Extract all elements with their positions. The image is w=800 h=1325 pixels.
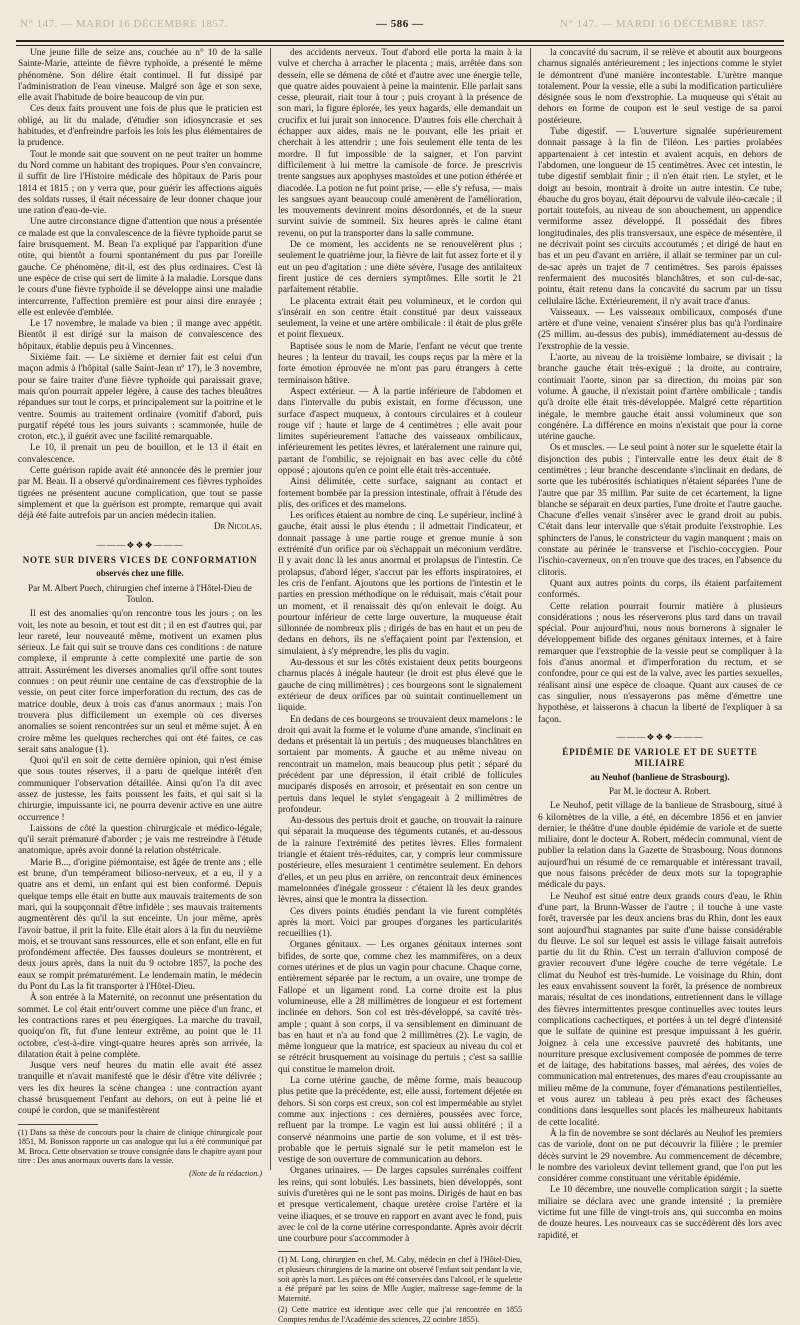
- paragraph: Baptisée sous le nom de Marie, l'enfant ne vécut que trente heures ; la lenteur du travail, les coups reçus par la mère et la forte émotion éprouvée ne m'ont pas paru étrangers à cette terminaison hâtive.: [278, 341, 522, 386]
- paragraph: La corne utérine gauche, de même forme, mais beaucoup plus petite que la précédente, est, elle aussi, fortement déjetée en dehors. Si son corps est creux, son col est imperméable au stylet comme aux injections : ces dernières, poussées avec force, refluent par la trompe. Le vagin est lui aussi oblitéré ; il a conservé néanmoins une partie de son volume, et il est très-probable que le pertuis signalé sur le petit mamelon est le vestige de son ouverture de communication au dehors.: [278, 1076, 522, 1166]
- paragraph: Marie B..., d'origine piémontaise, est âgée de trente ans ; elle est brune, d'un tempérament bilioso-nerveux, et a eu, il y a quatre ans et demi, un enfant qui est bien conformé. Depuis quelque temps elle était en butte aux mauvais traitements de son mari, qui la soupçonnait d'être infidèle ; ses mauvais traitements augmentèrent dès qu'il la sut enceinte. Un jour même, après l'avoir battue, il prit la fuite. Elle était alors à la fin du neuvième mois, et se trouvant sans ressources, elle et son enfant, elle en fut profondément affectée. Des fausses douleurs se montrèrent, et deux jours après, dans la nuit du 9 octobre 1857, la poche des eaux se rompit prématurément. Le lendemain matin, le médecin du Pont du Las la fit transporter à l'Hôtel-Dieu.: [18, 857, 262, 993]
- paragraph: Le placenta extrait était peu volumineux, et le cordon qui s'insérait en son centre était constitué par deux vaisseaux seulement, la veine et une artère ombilicale : il était de plus grêle et point flexueux.: [278, 296, 522, 341]
- paragraph: Tube digestif. — L'ouverture signalée supérieurement donnait passage à la fin de l'iléon. Les parties prolabées appartenaient à cet intestin et avaient acquis, en dehors de l'abdomen, une longueur de 15 centimètres. Avec cet intestin, le tube digestif semblait finir ; il n'en était rien. Le stylet, et le doigt au besoin, montrait à droite un autre intestin. Ce tube, ébauche du gros boyau, était dépourvu de valvule iléo-cæcale ; il portait toutefois, au niveau de son abouchement, un appendice vermiforme assez développé. Il possédait des fibres longitudinales, des plis transversaux, une espèce de mésentère, il ne décrivait point ses circuits accoutumés ; et dirigé de haut en bas et un peu d'avant en arrière, il allait se terminer par un cul-de-sac après un trajet de 7 centimètres. Ses parois épaisses renfermaient des mucosités blanchâtres, et son cul-de-sac, pointu, était retenu dans la concavité du sacrum par un tissu cellulaire lâche. Extérieurement, il n'y avait trace d'anus.: [538, 127, 782, 307]
- footnote-rule: [18, 1124, 98, 1125]
- paragraph: Au-dessous des pertuis droit et gauche, on trouvait la rainure qui séparait la muqueuse des téguments cutanés, et au-dessous de la rainure l'extrémité des petites lèvres. Elles formaient triangle et étaient très-réduites, car, y compris leur commissure postérieure, elles mesuraient 1 centimètre seulement. En dehors d'elles, et un peu plus en arrière, on rencontrait deux éminences mamelonnées d'inégale grosseur : c'étaient là les deux grandes lèvres, ainsi que le montra la dissection.: [278, 816, 522, 906]
- paragraph: En dedans de ces bourgeons se trouvaient deux mamelons : le droit qui avait la forme et le volume d'une amande, s'inclinait en dedans et présentait là un pertuis ; des muqueuses blanchâtres en sortaient par moments. À gauche et au même niveau on rencontrait un mamelon, mais beaucoup plus petit ; séparé du précédent par une dépression, il était criblé de follicules muciparés disposés en arrosoir, et présentait en son centre un pertuis dans lequel le stylet s'engageait à 2 millimètres de profondeur.: [278, 714, 522, 815]
- paragraph: Le 17 novembre, le malade va bien ; il mange avec appétit. Bientôt il est dirigé sur la maison de convalescence des hôpitaux, établie depuis peu à Vincennes.: [18, 319, 262, 352]
- paragraph: Le 10 décembre, une nouvelle complication surgit ; la suette miliaire se déclara avec une grande intensité ; la première victime fut une fille de vingt-trois ans, qui succomba en moins de douze heures. Les nouveaux cas se succédèrent dès lors avec rapidité, et: [538, 1185, 782, 1241]
- header-ghost-right: N° 147. — MARDI 16 DÉCEMBRE 1857.: [560, 18, 768, 30]
- paragraph: Cette relation pourrait fournir matière à plusieurs considérations ; nous les réserverons plus tard dans un travail spécial. Pour aujourd'hui, nous nous bornerons à signaler le développement bifide des organes génitaux internes, et à faire remarquer que l'exstrophie de la vessie peut se compliquer à la fois d'anus anormal et d'imperforation du rectum, et se confondre, pour ce qui est de la valve, avec les parties sexuelles, réalisant ainsi une espèce de cloaque. Quant aux causes de ce cas singulier, nous n'essayerons pas même d'émettre une hypothèse, et laisserons à chacun la liberté de l'expliquer à sa façon.: [538, 601, 782, 725]
- article-title: ÉPIDÉMIE DE VARIOLE ET DE SUETTE MILIAIRE: [562, 747, 758, 769]
- footnote-rule: [278, 1251, 358, 1252]
- article-subtitle: observés chez une fille.: [96, 568, 184, 579]
- paragraph: Ces deux faits prouvent une fois de plus que le praticien est obligé, au lit du malade, d'étudier son idiosyncrasie et ses habitudes, et d'enfreindre parfois les lois les plus élémentaires de la prudence.: [18, 104, 262, 149]
- paragraph: Le 10, il prenait un peu de bouillon, et le 13 il était en convalescence.: [18, 443, 262, 465]
- paragraph: L'aorte, au niveau de la troisième lombaire, se divisait ; la branche gauche était très-exiguë ; la droite, au contraire, continuait l'aorte, sinon par sa direction, du moins par son volume. À gauche, il n'existait point d'artère ombilicale ; tandis qu'à droite elle était très-développée. Malgré cette répartition inégale, le membre gauche était aussi volumineux que son congénère. La différence en moins n'existait que pour la corne utérine gauche.: [538, 353, 782, 443]
- paragraph: Aspect extérieur. — À la partie inférieure de l'abdomen et dans l'intervalle du pubis existait, en forme d'écusson, une surface d'aspect muqueux, à contours circulaires et à couleur rouge vif ; haute et large de 4 centimètres ; elle avait pour limites supérieurement l'attache des vaisseaux ombilicaux, inférieurement les petites lèvres, et latéralement une rainure qui, partant de l'ombilic, se rejoignait en bas avec celle du côté opposé ; ajoutons qu'en ce point elle était très-accentuée.: [278, 386, 522, 476]
- paragraph: Il est des anomalies qu'on rencontre tous les jours ; on les voit, les note au besoin, et tout est dit ; il en est d'autres qui, par leur rareté, leur nouveauté même, motivent un examen plus sérieux. Le fait qui suit se trouve dans ces conditions : de nature complexe, il emprunte à cette complexité une partie de son attrait. Assurément les diverses anomalies qu'il offre sont toutes connues : on peut réunir une centaine de cas d'exstrophie de la vessie, on peut citer force imperforation du rectum, des cas de matrice double, deux à trois cas d'anus anormaux ; mais l'on trouvera plus difficilement un exemple où ces diverses anomalies se soient rencontrées sur un seul et même sujet. À en croire même les quelques recherches qui ont été faites, ce cas serait sans analogue (1).: [18, 609, 262, 755]
- section-ornament: ———❖❖❖———: [616, 731, 704, 742]
- paragraph: De ce moment, les accidents ne se renouvelèrent plus ; seulement le quatrième jour, la fièvre de lait fut assez forte et il y eut un peu d'agitation : une diète sévère, l'usage des antilaiteux firent justice de ces derniers symptômes. Elle sortit le 21 parfaitement rétablie.: [278, 240, 522, 296]
- paragraph: la concavité du sacrum, il se relève et aboutit aux bourgeons charnus signalés antérieurement ; les injections comme le stylet le démontrent d'une manière incontestable. L'urètre manque totalement. Pour la vessie, elle a subi la modification particulière désignée sous le nom d'exstrophie. La muqueuse qui s'était au dehors en forme de coupon est le seul vestige de sa paroi postérieure.: [538, 48, 782, 126]
- paragraph: Sixième fait. — Le sixième et dernier fait est celui d'un maçon admis à l'hôpital (salle Saint-Jean nº 17), le 3 novembre, pour se faire traiter d'une fièvre typhoïde qui paraissait grave, mais qu'on pourrait appeler légère, à cause des taches bleuâtres répandues sur tout le corps, et principalement sur la poitrine et le ventre. Soumis au traitement ordinaire (vomitif d'abord, puis purgatif répété tous les jours suivants : scammonée, huile de croton, etc.), il guérit avec une facilité remarquable.: [18, 353, 262, 443]
- paragraph: Le Neuhof, petit village de la banlieue de Strasbourg, situé à 6 kilomètres de la ville, a été, en décembre 1856 et en janvier dernier, le théâtre d'une double épidémie de variole et de suette miliaire, dont le docteur A. Robert, médecin communal, vient de publier la relation dans la Gazette de Strasbourg. Nous donnons aujourd'hui un résumé de ce remarquable et intéressant travail, que nous faisons précéder de deux mots sur la topographie médicale du pays.: [538, 801, 782, 891]
- header-ghost-left: N° 147. — MARDI 16 DÉCEMBRE 1857.: [20, 18, 228, 30]
- paragraph: Os et muscles. — Le seul point à noter sur le squelette était la disjonction des pubis ; l'intervalle entre les deux était de 8 centimètres ; leur branche descendante s'inclinait en dedans, de sorte que les tubérosités ischiatiques n'étaient séparées l'une de l'autre que par 35 millim. Par suite de cet écartement, la ligne blanche se séparait en deux parties, l'une droite et l'autre gauche. Chacune d'elles venait s'insérer avec le grand droit au pubis. C'était dans leur intervalle que s'était produite l'exstrophie. Les sphincters de l'anus, le constricteur du vagin manquent ; mais on constate au périnée le transverse et l'ischio-coccygien. Pour l'ischio-caverneux, on n'en trouve que des traces, en l'absence du clitoris.: [538, 443, 782, 578]
- paragraph: Les orifices étaient au nombre de cinq. Le supérieur, incliné à gauche, était aussi le plus étendu ; il admettait l'indicateur, et donnait passage à une partie rouge et grenue munie à son extrémité d'un orifice par où s'échappait un méconium verdâtre. Il y avait donc là les anus anormal et prolapsus de l'intestin. Ce prolapsus, d'abord léger, s'accrut par les efforts inspiratoires, et les cris de l'enfant. Ajoutons que les portions de l'intestin et le parties en pression méthodique on le réduisait, mais c'était pour un moment, et il renaissait dès qu'on enlevait le doigt. Au pourtour inférieur de cette large ouverture, la muqueuse était sillonnée de nombreux plis ; dirigés de bas en haut et un peu de dedans en dehors, ils ne s'effaçaient point par l'extension, et simulaient, à s'y méprendre, les plis du vagin.: [278, 511, 522, 657]
- column-3: [538, 48, 782, 1241]
- page-header: [0, 14, 800, 34]
- paragraph: Quant aux autres points du corps, ils étaient parfaitement conformés.: [538, 578, 782, 601]
- paragraph: Une jeune fille de seize ans, couchée au n° 10 de la salle Sainte-Marie, atteinte de fièvre typhoïde, a présenté le même phénomène. Son délire était continuel. Il fut dissipé par l'administration de l'eau vineuse. Malgré son âge et son sexe, elle avait l'habitude de boire beaucoup de vin pur.: [18, 48, 262, 104]
- column-divider: [270, 48, 271, 1170]
- column-divider: [530, 48, 531, 1170]
- footnote: (2) Cette matrice est identique avec celle que j'ai rencontrée en 1855 Comptes rendus de l'Académie des sciences, 22 octobre 1855).: [278, 1305, 522, 1325]
- page-number: — 586 —: [376, 18, 424, 30]
- author-signature: Dr Nicolas.: [213, 522, 262, 533]
- paragraph: Tout le monde sait que souvent on ne peut traiter un homme du Nord comme un habitant des tropiques. Pour s'en convaincre, il suffit de lire l'Histoire médicale des hôpitaux de Paris pour 1814 et 1815 ; on y verra que, pour guérir les affections aiguës des soldats russes, il était nécessaire de leur donner chaque jour une ration d'eau-de-vie.: [18, 149, 262, 217]
- paragraph: des accidents nerveux. Tout d'abord elle porta la main à la vulve et chercha à arracher le placenta ; mais, arrêtée dans son dessein, elle se démena de côté et d'autre avec une énergie telle, que quatre aides pouvaient à peine la maintenir. Elle parlait sans cesse, pleurait, riait tour à tour ; puis croyant à la présence de son mari, la figure éplorée, les yeux hagards, elle demandait un crucifix et lui jurait son innocence. D'autres fois elle cherchait à échapper aux aides, mais ne le pouvant, elle les priait et cherchait à les attendrir ; une fois seulement elle tenta de les mordre. Il fut impossible de la saigner, et l'on parvint difficilement à lui mettre la camisole de force. Je prescrivis trente sangsues aux apophyses mastoïdes et une potion éthérée et diacodée. La potion ne fut point prise, — elle s'y refusa, — mais les sangsues ayant beaucoup coulé amenèrent de l'amélioration, les mouvements devinrent moins désordonnés, et de la sueur survint suivie de sommeil. Six heures après le calme étant revenu, on put la transporter dans la salle commune.: [278, 48, 522, 239]
- paragraph: Ainsi délimitée, cette surface, saignant au contact et fortement bombée par la pression intestinale, offrait à l'étude des plis, des orifices et des mamelons.: [278, 477, 522, 510]
- paragraph: Laissons de côté la question chirurgicale et médico-légale, qu'il serait prématuré d'aborder ; je vais me restreindre à l'étude anatomique, après avoir donné la relation obstétricale.: [18, 823, 262, 857]
- header-rule: [16, 40, 784, 46]
- paragraph: Cette guérison rapide avait été annoncée dès le premier jour par M. Beau. Il a observé qu'ordinairement ces fièvres typhoïdes tigrées ne présentent aucune complication, que tout se passe simplement et que la guérison est prompte, remarque qui avait déjà été faite autrefois par un ancien médecin italien.: [18, 465, 262, 522]
- paragraph: Organes génitaux. — Les organes génitaux internes sont bifides, de sorte que, comme chez les mammifères, on a deux cornes utérines et de plus un vagin pour chacune. Chaque corne, entièrement séparée par le rectum, a un ovaire, une trompe de Fallope et un ligament rond. La corne droite est la plus volumineuse, elle a 28 millimètres de longueur et est fortement inclinée en dehors. Son col est très-développé, sa cavité très-ample ; quant à son corps, il va sensiblement en diminuant de bas en haut et n'a au fond que 2 millimètres (2). Le vagin, de même longueur que la matrice, est spacieux au niveau du col et se rétrécit brusquement au voisinage du pertuis ; c'est sa saillie qui constitue le mamelon droit.: [278, 940, 522, 1075]
- paragraph: Ces divers points étudiés pendant la vie furent complétés après la mort. Voici par groupes d'organes les particularités recueillies (1).: [278, 906, 522, 940]
- paragraph: Organes urinaires. — De larges capsules surrénales coiffent les reins, qui sont lobulés. Les bassinets, bien développés, sont suivis d'uretères qui ne le sont pas moins. Dirigés de haut en bas et presque verticalement, chaque uretère croise l'artère et la veine iliaques, et se trouve en rapport en avant avec le fond, puis avec le col de la corne utérine correspondante. Après avoir décrit une courbure pour s'accommoder à: [278, 1166, 522, 1245]
- paragraph: À la fin de novembre se sont déclarés au Neuhof les premiers cas de variole, dont on ne put découvrir la filière ; le premier décès survint le 29 novembre. Au commencement de décembre, le nombre des varioleux devint tellement grand, que l'on put les considérer comme constituant une véritable épidémie.: [538, 1128, 782, 1185]
- footnote-signature: (Note de la rédaction.): [189, 1168, 262, 1178]
- paragraph: Le Neuhof est situé entre deux grands cours d'eau, le Rhin d'une part, la Brunn-Wasser de l'autre ; il touche à une vaste forêt, traversée par les deux anciens bras du Rhin, dont les eaux sont aujourd'hui stagnantes par suite d'une baisse considérable du fleuve. Le sol sur lequel est assis le village faisait autrefois partie du lit du Rhin. C'est un terrain d'alluvion composé de gravier recouvert d'une légère couche de terre végétale. Le climat du Neuhof est très-humide. Le voisinage du Rhin, dont les eaux envahissent souvent la forêt, la présence de nombreux marais, résultat de ces inondations, entretiennent dans le village des fièvres intermittentes presque continuelles avec toutes leurs complications cachectiques, et portées à un tel degré d'intensité que le sulfate de quinine est presque impuissant à les guérir. Joignez à cela une excessive pauvreté des habitants, une nourriture presque exclusivement composée de pommes de terre et de laitage, des habitations basses, mal aérées, des voies de communication mal entretenues, des mares d'eau croupissante au milieu même de la commune, foyer d'émanations pestilentielles, et vous aurez un tableau à peu près exact des fâcheuses conditions dans lesquelles sont placés les malheureux habitants de cette localité.: [538, 891, 782, 1128]
- paragraph: À son entrée à la Maternité, on reconnut une présentation du sommet. Le col était entr'ouvert comme une pièce d'un franc, et les contractions rares et peu énergiques. La marche du travail, quoiqu'on fît, fut d'une lenteur extrême, au point que le 11 octobre, c'est-à-dire vingt-quatre heures après son arrivée, la dilatation était à peine complète.: [18, 993, 262, 1060]
- footnote: (1) M. Long, chirurgien en chef, M. Caby, médecin en chef à l'Hôtel-Dieu, et plusieurs chirurgiens de la marine ont observé l'enfant soit pendant la vie, soit après la mort. Les pièces ont été conservées dans l'alcool, et le squelette a été préparé par les soins de Mlle Augier, maîtresse sage-femme de la Maternité.: [278, 1255, 522, 1303]
- paragraph: Quoi qu'il en soit de cette dernière opinion, qui n'est émise que sous toutes réserves, il a paru de quelque intérêt d'en communiquer l'observation détaillée. Ainsi qu'on l'a dit avec assez de justesse, les faits poussent les faits, et qui sait si la chirurgie, impuissante ici, ne pourra devenir active en une autre occurrence !: [18, 756, 262, 823]
- paragraph: Jusque vers neuf heures du matin elle avait été assez tranquille et n'avait manifesté que le désir d'être vite délivrée ; vers les dix heures la scène changea : une contraction ayant chassé brusquement l'enfant au dehors, on eut à peine lié et coupé le cordon, que se manifestèrent: [18, 1061, 262, 1117]
- paragraph: Au-dessous et sur les côtés existaient deux petits bourgeons charnus placés à inégale hauteur (le droit est plus élevé que le gauche de cinq millimètres) ; ces bourgeons sont le signalement extérieur de deux orifices par où suintait continuellement un liquide.: [278, 658, 522, 714]
- paragraph: Une autre circonstance digne d'attention que nous a présentée ce malade est que la convalescence de la fièvre typhoïde parut se faire brusquement. M. Bean l'a expliqué par l'apparition d'une otite, qui bientôt a fourni spontanément du pus par l'oreille gauche. Ce phénomène, dit-il, est des plus ordinaires. C'est là une espèce de crise qui sert de limite à la maladie. Lorsque dans le cours d'une fièvre typhoïde il se développe ainsi une maladie intercurrente, l'affection première est pour ainsi dire enrayée ; elle est enlevée d'emblée.: [18, 217, 262, 318]
- article-byline: Par M. le docteur A. Robert.: [609, 786, 711, 796]
- article-subtitle: au Neuhof (banlieue de Strasbourg).: [590, 771, 730, 782]
- footnote: (1) Dans sa thèse de concours pour la chaire de clinique chirurgicale pour 1851, M. Bonisson rapporte un cas analogue qui lui a été communiqué par M. Broca. Cette observation se trouve consignée dans le chapitre ayant pour titre : Des anus anormaux ouverts dans la vessie.: [18, 1127, 262, 1166]
- column-1: [18, 48, 262, 1178]
- section-ornament: ———❖❖❖———: [96, 539, 184, 550]
- article-title: NOTE SUR DIVERS VICES DE CONFORMATION: [22, 555, 258, 566]
- column-2: [278, 48, 522, 1325]
- paragraph: Vaisseaux. — Les vaisseaux ombilicaux, composés d'une artère et d'une veine, venaient s'insérer plus bas qu'à l'ordinaire (25 millim. au-dessus des pubis), immédiatement au-dessus de l'exstrophie de la vessie.: [538, 307, 782, 352]
- article-byline: Par M. Albert Puech, chirurgien chef interne à l'Hôtel-Dieu de Toulon.: [28, 582, 252, 604]
